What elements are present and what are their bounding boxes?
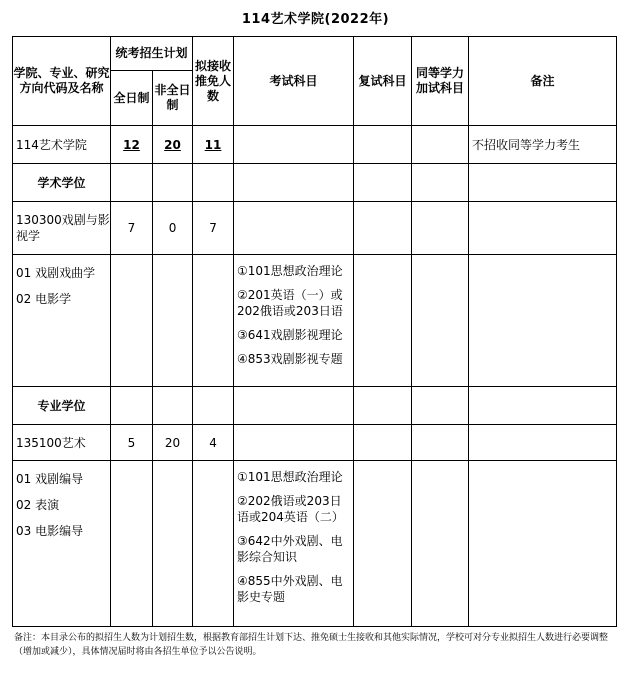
section-academic: 学术学位 xyxy=(13,164,111,202)
section-professional: 专业学位 xyxy=(13,387,111,425)
catalog-table xyxy=(12,36,617,627)
subject-item: ④855中外戏剧、电影史专题 xyxy=(237,574,343,604)
direction-item: 01 戏剧戏曲学 xyxy=(16,266,96,280)
table-row xyxy=(13,461,617,627)
professional-fulltime: 5 xyxy=(111,425,153,461)
header-exam: 考试科目 xyxy=(234,37,354,126)
direction-item: 02 电影学 xyxy=(16,292,72,306)
header-retest: 复试科目 xyxy=(354,37,412,126)
header-plan: 统考招生计划 xyxy=(111,37,193,71)
major-professional: 135100艺术 xyxy=(13,425,111,461)
subject-item: ④853戏剧影视专题 xyxy=(237,352,343,366)
subject-item: ②201英语（一）或202俄语或203日语 xyxy=(237,288,343,318)
professional-parttime: 20 xyxy=(153,425,193,461)
direction-item: 01 戏剧编导 xyxy=(16,472,84,486)
school-fulltime: 12 xyxy=(111,126,153,164)
subject-item: ③642中外戏剧、电影综合知识 xyxy=(237,534,343,564)
header-parttime: 非全日制 xyxy=(153,71,193,126)
subject-item: ③641戏剧影视理论 xyxy=(237,328,343,342)
school-exempt: 11 xyxy=(193,126,234,164)
academic-exempt: 7 xyxy=(193,202,234,255)
header-name: 学院、专业、研究方向代码及名称 xyxy=(13,37,111,126)
table-row xyxy=(13,255,617,387)
professional-directions xyxy=(13,461,111,627)
footnote: 备注：本目录公布的拟招生人数为计划招生数，根据教育部招生计划下达、推免硕士生接收和其他实际情况，学校可对分专业拟招生人数进行必要调整（增加或减少），具体情况届时将由各招生单位予以公告说明。 xyxy=(14,633,609,657)
table-row xyxy=(13,425,617,461)
table-row xyxy=(13,387,617,425)
academic-fulltime: 7 xyxy=(111,202,153,255)
professional-exempt: 4 xyxy=(193,425,234,461)
page-title: 114艺术学院(2022年) xyxy=(241,12,390,27)
subject-item: ②202俄语或203日语或204英语（二） xyxy=(237,494,344,524)
table-row xyxy=(13,126,617,164)
academic-directions xyxy=(13,255,111,387)
school-parttime: 20 xyxy=(153,126,193,164)
header-equiv: 同等学力加试科目 xyxy=(412,37,469,126)
table-row xyxy=(13,202,617,255)
school-name: 114艺术学院 xyxy=(13,126,111,164)
header-remark: 备注 xyxy=(469,37,617,126)
academic-parttime: 0 xyxy=(153,202,193,255)
subject-item: ①101思想政治理论 xyxy=(237,470,343,484)
header-exempt: 拟接收推免人数 xyxy=(193,37,234,126)
table-row xyxy=(13,164,617,202)
direction-item: 02 表演 xyxy=(16,498,60,512)
school-remark: 不招收同等学力考生 xyxy=(469,126,617,164)
professional-subjects xyxy=(234,461,354,627)
header-fulltime: 全日制 xyxy=(111,71,153,126)
academic-subjects xyxy=(234,255,354,387)
direction-item: 03 电影编导 xyxy=(16,524,84,538)
major-academic: 130300戏剧与影视学 xyxy=(13,202,111,255)
subject-item: ①101思想政治理论 xyxy=(237,264,343,278)
